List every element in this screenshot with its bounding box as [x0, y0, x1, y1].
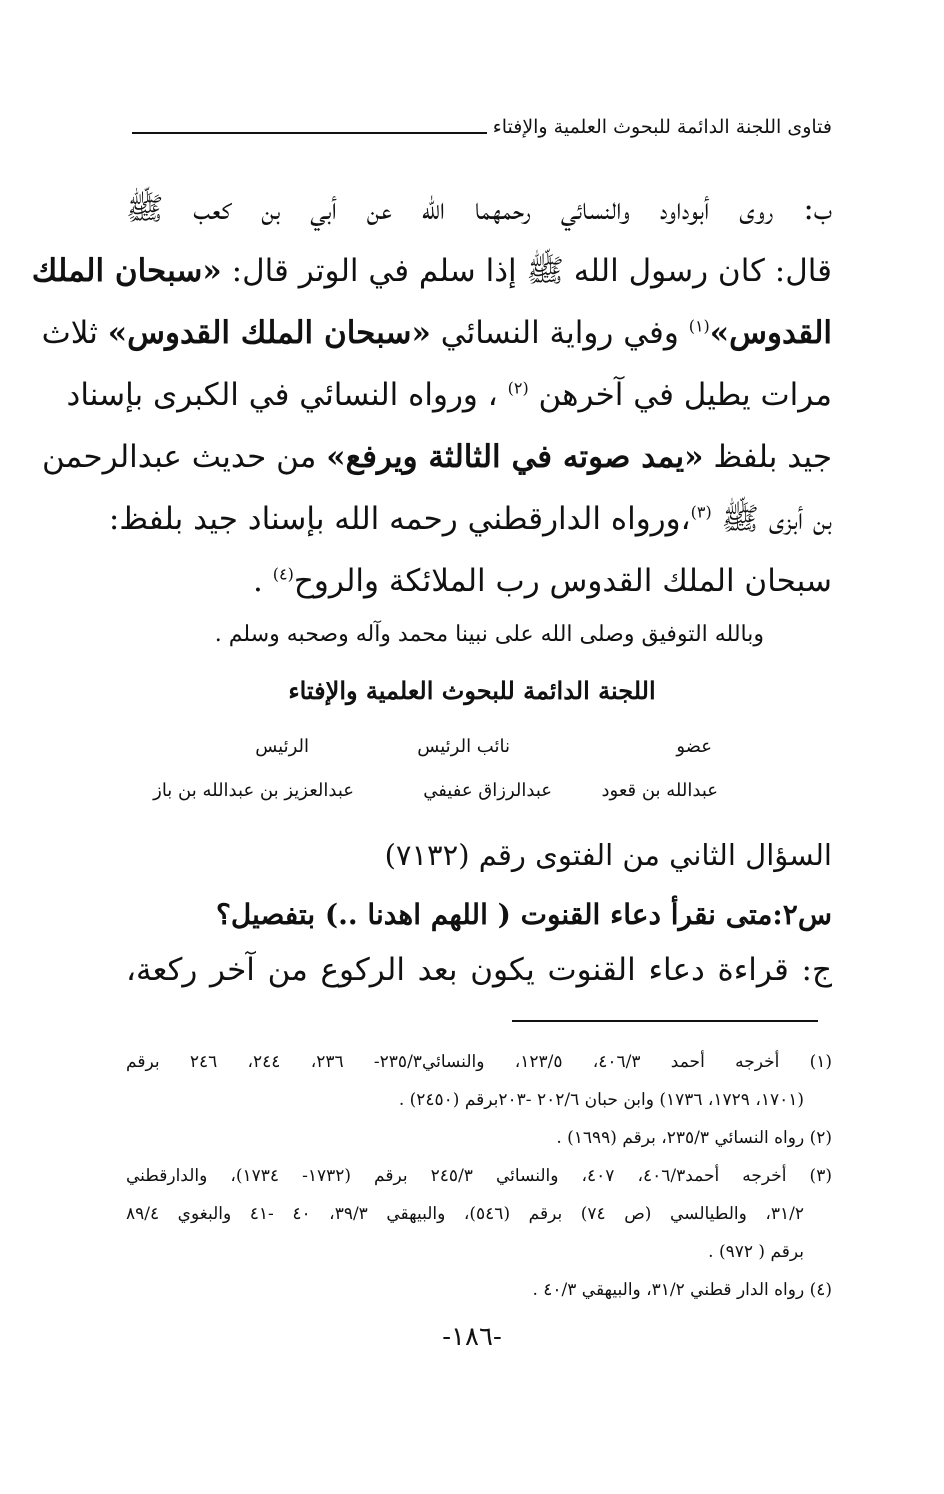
bold-phrase: «سبحان الملك	[31, 253, 222, 289]
text-run: ، ورواه النسائي في الكبرى بإسناد	[66, 377, 508, 413]
page-number: -١٨٦-	[442, 1322, 502, 1352]
bold-phrase: القدوس»	[709, 315, 832, 351]
text-run: سبحان الملك القدوس رب الملائكة والروح	[293, 563, 832, 599]
signature-role-member: عضو	[676, 736, 712, 757]
footnote-2: (٢) رواه النسائي ٢٣٥/٣، برقم (١٦٩٩) .	[556, 1128, 832, 1148]
text-run: ثلاث	[41, 315, 108, 351]
body-line	[41, 302, 832, 364]
footnote-3-line-3: برقم ( ٩٧٢) .	[708, 1242, 804, 1262]
text-run: بن أبزى ﷺ	[711, 501, 832, 537]
body-line	[126, 178, 832, 240]
footnote-1-line-2: (١٧٠١، ١٧٢٩، ١٧٣٦) وابن حبان ٢٠٢/٦ -٢٠٣برقم (٢٤٥٠) .	[398, 1090, 804, 1110]
bold-phrase: «سبحان الملك القدوس»	[107, 315, 431, 351]
text-run: ،ورواه الدارقطني رحمه الله بإسناد جيد بلفظ:	[108, 501, 691, 537]
body-line	[126, 550, 832, 612]
text-run: .	[253, 563, 273, 599]
text-run: وفي رواية النسائي	[430, 315, 689, 351]
body-line	[31, 240, 832, 302]
body-line	[41, 426, 832, 488]
footnote-ref: (٣)	[690, 502, 712, 522]
header-rule	[132, 132, 487, 134]
signature-role-president: الرئيس	[255, 736, 309, 757]
body-line	[66, 364, 832, 426]
signature-role-vice-president: نائب الرئيس	[417, 736, 510, 757]
running-header	[132, 112, 832, 152]
footnote-4: (٤) رواه الدار قطني ٣١/٢، والبيهقي ٤٠/٣ .	[532, 1280, 832, 1300]
footnote-3-line-2: ٣١/٢، والطيالسي (ص ٧٤) برقم (٥٤٦)، والبيهقي ٣٩/٣، ٤٠ -٤١ والبغوي ٨٩/٤	[126, 1204, 805, 1224]
body-text	[31, 178, 832, 612]
answer-text: ج: قراءة دعاء القنوت يكون بعد الركوع من آخر ركعة،	[126, 952, 832, 988]
footnote-1-line-1: (١) أخرجه أحمد ٤٠٦/٣، ١٢٣/٥، والنسائي٢٣٥/٣- ٢٣٦، ٢٤٤، ٢٤٦ برقم	[126, 1052, 833, 1072]
closing-statement: وبالله التوفيق وصلى الله على نبينا محمد وآله وصحبه وسلم .	[214, 622, 764, 647]
bold-phrase: «يمد صوته في الثالثة ويرفع»	[326, 439, 704, 475]
question-text: س٢:متى نقرأ دعاء القنوت ( اللهم اهدنا ..) بتفصيل؟	[215, 898, 832, 931]
footnote-ref: (١)	[688, 316, 710, 336]
footnote-3-line-1: (٣) أخرجه أحمد٤٠٦/٣، ٤٠٧، والنسائي ٢٤٥/٣ برقم (١٧٣٢- ١٧٣٤)، والدارقطني	[126, 1166, 832, 1186]
signature-name-member: عبدالله بن قعود	[601, 780, 718, 801]
text-run: ب: روى أبوداود والنسائي رحمهما الله عن أبي بن كعب ﷺ	[126, 191, 832, 227]
header-title: فتاوى اللجنة الدائمة للبحوث العلمية والإفتاء	[492, 116, 832, 138]
footnote-rule	[512, 1020, 818, 1022]
question-title: السؤال الثاني من الفتوى رقم (٧١٣٢)	[384, 838, 832, 872]
text-run: مرات يطيل في آخرهن	[528, 377, 832, 413]
signature-name-president: عبدالعزيز بن عبدالله بن باز	[153, 780, 354, 801]
text-run: قال: كان رسول الله ﷺ إذا سلم في الوتر قال:	[221, 253, 832, 289]
text-run: من حديث عبدالرحمن	[41, 439, 327, 475]
footnote-ref: (٤)	[272, 564, 294, 584]
signature-name-vice-president: عبدالرزاق عفيفي	[423, 780, 552, 801]
committee-title: اللجنة الدائمة للبحوث العلمية والإفتاء	[288, 676, 656, 705]
body-line	[108, 488, 832, 550]
footnote-ref: (٢)	[507, 378, 529, 398]
text-run: جيد بلفظ	[703, 439, 832, 475]
